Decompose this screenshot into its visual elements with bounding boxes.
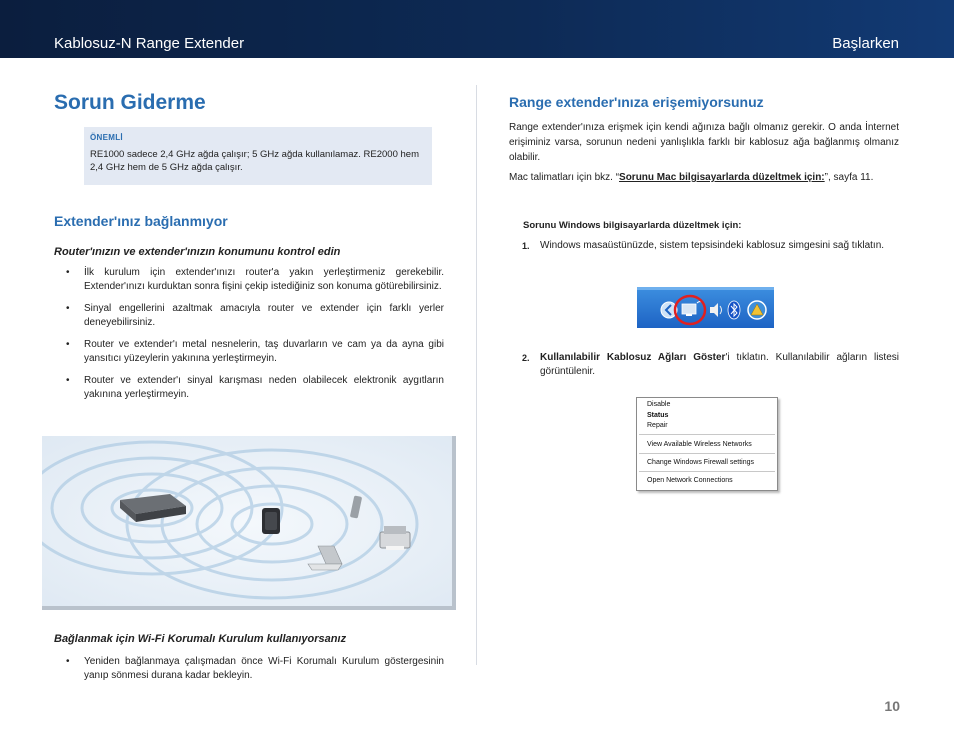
- menu-separator: [639, 434, 775, 435]
- header-bar: [0, 0, 954, 58]
- section-title: Başlarken: [832, 35, 899, 52]
- important-note: [84, 127, 432, 185]
- security-alert-icon: [748, 301, 766, 319]
- menu-separator: [639, 471, 775, 472]
- section-heading-not-connected: Extender'ınız bağlanmıyor: [54, 213, 228, 229]
- list-item: • Sinyal engellerini azaltmak amacıyla router ve extender için farklı yerler deneyebilirsiniz.: [54, 302, 444, 330]
- list-item: • Yeniden bağlanmaya çalışmadan önce Wi-Fi Korumalı Kurulum göstergesinin yanıp sönmesi durana kadar bekleyin.: [54, 655, 444, 683]
- step-1: [522, 239, 899, 253]
- subheading-wps: Bağlanmak için Wi-Fi Korumalı Kurulum kullanıyorsanız: [54, 633, 347, 645]
- menu-item-firewall[interactable]: Change Windows Firewall settings: [647, 459, 754, 466]
- section-heading-cannot-access: Range extender'ınıza erişemiyorsunuz: [509, 94, 764, 110]
- menu-separator: [639, 453, 775, 454]
- windows-heading: Sorunu Windows bilgisayarlarda düzeltmek için:: [523, 220, 742, 231]
- bluetooth-icon: [728, 301, 740, 319]
- note-tag: ÖNEMLİ: [90, 133, 123, 142]
- page-title: Sorun Giderme: [54, 91, 206, 114]
- position-tips-list: [54, 266, 444, 410]
- mac-instructions-link[interactable]: Sorunu Mac bilgisayarlarda düzeltmek için:: [619, 172, 825, 183]
- step-2: [522, 351, 899, 379]
- mac-reference-paragraph: [509, 170, 899, 185]
- menu-item-repair[interactable]: Repair: [647, 422, 668, 429]
- column-divider: [476, 85, 477, 665]
- list-item: • Router ve extender'ı metal nesnelerin, taş duvarların ve cam ya da ayna gibi yansıtıcı yüzeylerin yakınına yerleştirmeyin.: [54, 338, 444, 366]
- mac-ref-suffix: ”, sayfa 11.: [824, 172, 874, 183]
- menu-item-open-connections[interactable]: Open Network Connections: [647, 477, 733, 484]
- page-number: 10: [884, 698, 900, 714]
- note-text: RE1000 sadece 2,4 GHz ağda çalışır; 5 GHz ağda kullanılamaz. RE2000 hem 2,4 GHz hem de 5 GHz ağda çalışır.: [90, 149, 419, 173]
- subheading-check-position: Router'ınızın ve extender'ınızın konumunu kontrol edin: [54, 246, 341, 258]
- wireless-coverage-illustration: [42, 436, 456, 610]
- step-2-bold-text: Kullanılabilir Kablosuz Ağları Göster: [540, 352, 726, 363]
- list-item: • İlk kurulum için extender'ınızı router'a yakın yerleştirmeniz gerekebilir. Extender'ınızı kurduktan sonra fişini çekip istediğiniz son konuma götürebilirsiniz.: [54, 266, 444, 294]
- step-number: 2.: [522, 353, 530, 363]
- menu-item-disable[interactable]: Disable: [647, 401, 671, 408]
- menu-item-view-networks[interactable]: View Available Wireless Networks: [647, 441, 752, 448]
- wireless-context-menu: [636, 397, 778, 491]
- intro-paragraph: Range extender'ınıza erişmek için kendi ağınıza bağlı olmanız gerekir. O anda İnternet erişiminiz varsa, sorunun nedeni yanlışlıkla farklı bir kablosuz ağa bağlanmış olmanız olabilir.: [509, 122, 899, 163]
- menu-item-status[interactable]: Status: [647, 412, 669, 419]
- list-item: • Router ve extender'ı sinyal karışması neden olabilecek elektronik aygıtların yakınına yerleştirmeyin.: [54, 374, 444, 402]
- doc-title: Kablosuz-N Range Extender: [54, 35, 245, 52]
- wps-tips-list: [54, 655, 444, 691]
- step-1-text: Windows masaüstünüzde, sistem tepsisindeki kablosuz simgesini sağ tıklatın.: [540, 240, 885, 251]
- step-number: 1.: [522, 241, 530, 251]
- step-2-text: 'i tıklatın. Kullanılabilir ağların listesi görüntülenir.: [540, 352, 899, 377]
- system-tray-screenshot: [637, 287, 774, 328]
- mac-ref-prefix: Mac talimatları için bkz. “: [509, 172, 620, 183]
- printer-image: [380, 526, 410, 550]
- extender-image: [262, 508, 280, 534]
